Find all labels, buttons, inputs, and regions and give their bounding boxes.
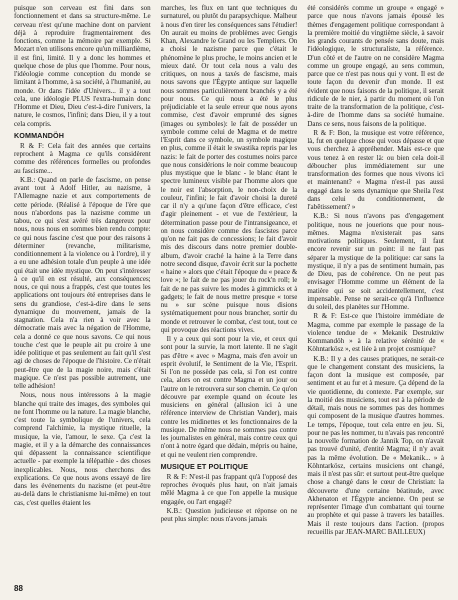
paragraph: K.B.: Question judicieuse et réponse on ne peut plus simple: nous n'avons jamais: [160, 506, 298, 523]
paragraph: marches, les flux en tant que techniques du surnaturel, ou plutôt du parapsychique. Malheur à nous d'en tirer les conséquences sans l'étudier! On aurait eu moins de problèmes avec Gengis Khan, Alexandre le Grand ou les Templiers. On a choisi le nazisme parce que c'était le phénomène le plus proche, le moins ancien et le mieux daté. Or tout cela nous a valu des critiques, on nous a taxés de fascisme, mais nous savons que l'Égypte antique sur laquelle nous sommes particulièrement branchés y a été pour nous. Ce qui nous a été le plus préjudiciable et la seule erreur que nous ayons commise, c'est d'avoir emprunté des signes (images ou symboles): le fait de posséder un symbole comme celui de Magma et de mettre l'Esprit dans ce symbole, un symbole magique en plus, comme il était le swastika repris par les nazis: le fait de porter des costumes noirs parce que nous considérions le noir comme beaucoup plus mystique que le blanc - le blanc étant le spectre lumineux visible par l'homme alors que le noir est l'absorption, le non-choix de la couleur, l'infini; le fait d'avoir choisi la dureté car il n'y a qu'une façon d'être efficace, c'est d'agir pleinement - et vue de l'extérieur, la détermination passe pour de l'intransigeance, et on nous considère comme des fascistes parce qu'on ne fait pas de concessions; le fait d'avoir mis des discours dans notre premier double-album, d'avoir craché la haine à la Terre dans notre second disque, d'avoir écrit sur la pochette « haine » alors que c'était l'époque du « peace & love »; le fait de ne pas jouer du rock'n roll; le fait de ne pas suivre les modes à gimmicks et à gadgets; le fait de nous mettre presque « torse nu » sur scène puisque nous disions systématiquement pour nous brancher, sortir du monde et retrouver le combat, c'est tout, tout ce qui provoque des réactions vives.: [160, 4, 298, 334]
column-2: [161, 4, 298, 574]
paragraph: K.B.: Si nous n'avons pas d'engagement politique, nous ne jouerions que pour nous-mêmes. Magma n'existerait pas sans motivations politiques. Seulement, il faut encore revenir sur un point: il ne faut pas séparer la mystique de la politique: car sans la mystique, il n'y a pas de sentiment humain, pas de Dieu, pas de cohérence. On ne peut pas envisager l'Homme comme un élément de la matière qui se soit accidentellement, c'est impensable. Pense ne serait-ce qu'à l'influence du soleil, des planètes sur l'Homme.: [307, 212, 444, 311]
paragraph: R & F: Bon, la musique est votre référence, là, fut en quelque chose qui vous dépasse et que vous cherchez à appréhender. Mais est-ce que vous tenez à en rester là: ou bien cela doit-il déboucher plus immédiatement sur une transformation des formes que nous vivons ici et maintenant? « Magma n'est-il pas aussi engagé dans le sens dynamique que Sheila l'est dans celui du conditionnement, de l'abêtissement? »: [307, 128, 444, 211]
paragraph: R & F: Cela fait des années que certains reprochent à Magma ce qu'ils considèrent comme des références formelles ou profondes au fascisme...: [14, 141, 151, 175]
section-heading: MUSIQUE ET POLITIQUE: [160, 461, 249, 471]
paragraph: Il y a ceux qui sont pour la vie, et ceux qui sont pour la survie, la mort latente. Il ne s'agit pas d'être « avec » Magma, mais d'en avoir un esprit évolutif, le Sentiment de la Vie, l'Esprit. Si l'on ne possède pas cela, si l'on est contre cela, alors on est contre Magma et un jour ou l'autre on le retrouvera sur son chemin. Ce qu'on découvre par exemple quand on écoute les musiciens en général (allusion ici à une référence interview de Christian Vander), mais contre les midinettes et les fonctionnaires de la musique. De même nous ne sommes pas contre les journalistes en général, mais contre ceux qui n'ont à notre égard que dédain, mépris ou haine, et qui ne veulent rien comprendre.: [160, 335, 298, 459]
paragraph: K.B.: Il y a des causes pratiques, ne serait-ce que le changement constant des musiciens, la façon dont la musique est composée, par sentiment et au fur et à mesure. Ça dépend de la vie quotidienne, du contexte. Par exemple, sur la moitié des musiciens, tout est à la période de détail, mais nous ne sommes pas des hommes qui composent de la musique d'autres hommes. Le temps, l'époque, tout cela entre en jeu. Si, pour ne pas les nommer, tu n'avais pas rencontré la nouvelle formation de Jannik Top, on n'avait pas trouvé d'unité, d'entité Magma; il n'y avait pas la même évolution. De « Mekanik... » à Köhntarkösz, certains musiciens ont changé, mais il n'est pas sûr: et surtout peut-être quelque chose a changé dans le cœur de Christian: la découverte d'une certaine béatitude, avec Akhenaton et l'Égypte ancienne. On peut se représenter l'image d'un combattant qui tourne au prophète et qui passe à travers les batailles. Mais il reste toujours dans l'action. (propos recueillis par JEAN-MARC BAILLEUX): [307, 354, 444, 536]
paragraph: Nous, nous nous intéressons à la magie blanche qui traite des images, des symboles qui ne font l'homme ou la nature. La magie blanche, c'est toute la symbolique de l'univers, cela comprend l'alchimie, la mystique rituelle, la musique, la vie, l'amour, le sexe. Ça c'est la magie, et il y a la démarche des connaissances qui dépassent la connaissance scientifique actuelle - par exemple la télépathie - des choses inexplicables. Nous, nous cherchons des explications. Ce que nous avons essayé de lire dans les événements du nazisme (et peut-être au-delà dans le christianisme lui-même) en tout cas, c'est quelles étaient les: [14, 391, 151, 507]
paragraph: R & F: Est-ce que l'histoire immédiate de Magma, comme par exemple le passage de la violence tendue de « Mekanik Destruktiw Kommandöh » à la relative sérénité de « Köhntarkösz », est liée à un projet cosmique?: [307, 312, 444, 354]
paragraph: puisque son cerveau est fini dans son fonctionnement et dans sa structure-même. Le cerveau n'est qu'une machine dont on parvient déjà à reproduire fragmentairement des fonctions, comme la mémoire par exemple. Si Mozart n'en utilisons encore qu'un milliardième, il est fini, limité. Il y a donc les hommes et quelque chose de plus que l'homme. Pour nous, l'idéologie comme conception du monde se limitant à l'homme, à sa société, à l'humanité, au monde. Or dans l'idée d'Univers... il y a tout cela, une idéologie PLUS l'extra-humain donc l'Homme et Dieu, Dieu c'est-à-dire l'univers, la nature, le cosmos, l'infini; dans Dieu, il y a tout cela compris.: [14, 4, 151, 128]
paragraph: été considérés comme un groupe « engagé » parce que nous n'avons jamais épousé les thèmes d'engagement politique correspondant à la première moitié du vingtième siècle, à savoir les grands courants de pensée sans doute, mais l'idéologique, le structuraliste, la référence. D'un côté et de l'autre on ne considère Magma comme un groupe engagé, au sens commun, parce que ce n'est pas nous qui y vont. Il est de toute façon du devenir d'un monde. Il est évident que nous faisons de la politique, il serait ridicule de le nier, à partir du moment où l'on traite de la transformation de la politique, c'est-à-dire de l'homme dans sa société humaine. Dans ce sens, nous faisons de la politique.: [307, 4, 444, 128]
page-number: 88: [14, 584, 23, 593]
article-body: [14, 4, 444, 574]
column-3: [307, 4, 444, 574]
paragraph: R & F: N'est-il pas frappant qu'à l'opposé des reproches évoqués plus haut, on n'ait jamais mêlé Magma à ce que l'on appelle la musique engagée, ou l'art engagé?: [160, 472, 298, 506]
paragraph: K.B.: Quand on parle de fascisme, on pense avant tout à Adolf Hitler, au nazisme, à l'Allemagne nazie et aux comportements de cette période. (Réalisé à l'époque de l'ère que nous n'abordons pas la nazisme comme un tabou, ce qui s'est avéré très dangereux pour nous, nous nous en sommes bien rendu compte: ce qui nous fascine c'est que pour des raisons à déterminer (revanche, militarisme, conditionnement à la violence ou à l'ordre), il y a eu une adhésion totale d'un peuple à une idée qui était une idée mystique. On peut s'intéresser à ce qu'il en est résulté, aux conséquences; nous, ce qui nous a frappés, c'est que toutes les applications ont toujours été entreprises dans le sens du grandiose, c'est-à-dire dans le sens dynamique du mouvement, jamais de la stagnation. Cela n'a rien à voir avec la démocratie mais avec la négation de l'Homme, cela a donné ce que nous savons. Ce qui nous touche c'est que le peuple ait pu croire à une idée politique et pas seulement au fait qu'il s'est agi de choses de l'époque de l'histoire. Ce n'était peut-être que de la magie noire, mais c'était magique. Ce n'est pas possible autrement, une telle adhésion!: [14, 175, 151, 390]
section-heading: KOMMANDÖH: [14, 130, 65, 140]
column-1: [14, 4, 151, 574]
